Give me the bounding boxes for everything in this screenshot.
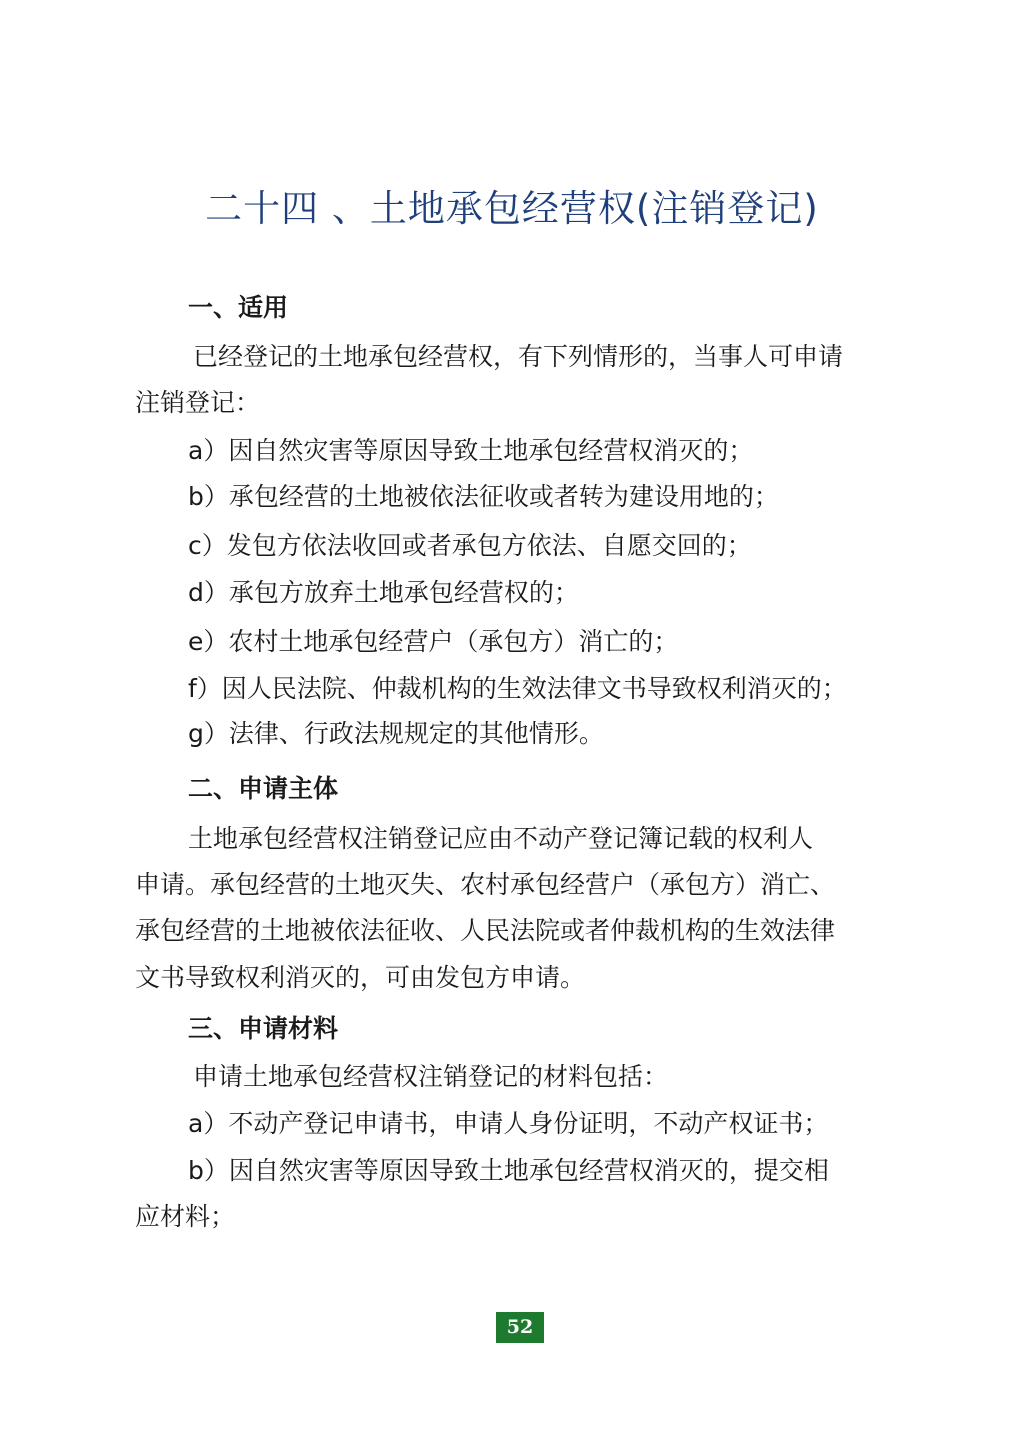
paragraph-line: 土地承包经营权注销登记应由不动产登记簿记载的权利人 <box>188 824 814 853</box>
paragraph-line: 申请。承包经营的土地灭失、农村承包经营户（承包方）消亡、 <box>135 870 836 899</box>
list-item: b）因自然灾害等原因导致土地承包经营权消灭的，提交相 <box>188 1156 829 1185</box>
section-heading-applicant: 二、申请主体 <box>188 774 339 803</box>
paragraph-line: 已经登记的土地承包经营权，有下列情形的，当事人可申请 <box>193 342 844 371</box>
list-item: a）不动产登记申请书，申请人身份证明，不动产权证书； <box>188 1109 829 1138</box>
list-item: g）法律、行政法规规定的其他情形。 <box>188 719 604 748</box>
list-item: f）因人民法院、仲裁机构的生效法律文书导致权利消灭的； <box>188 674 847 703</box>
page-number-badge: 52 <box>496 1312 544 1343</box>
section-heading-applicability: 一、适用 <box>188 293 289 322</box>
page-title: 二十四 、土地承包经营权(注销登记) <box>205 187 819 230</box>
paragraph-line: 注销登记： <box>135 388 261 417</box>
list-item: a）因自然灾害等原因导致土地承包经营权消灭的； <box>188 436 754 465</box>
section-heading-materials: 三、申请材料 <box>188 1014 339 1043</box>
list-item: c）发包方依法收回或者承包方依法、自愿交回的； <box>188 531 752 560</box>
paragraph-line: 申请土地承包经营权注销登记的材料包括： <box>193 1062 669 1091</box>
paragraph-line: 承包经营的土地被依法征收、人民法院或者仲裁机构的生效法律 <box>135 916 836 945</box>
list-item: b）承包经营的土地被依法征收或者转为建设用地的； <box>188 482 779 511</box>
paragraph-line: 应材料； <box>135 1202 236 1231</box>
list-item: d）承包方放弃土地承包经营权的； <box>188 578 579 607</box>
list-item: e）农村土地承包经营户（承包方）消亡的； <box>188 627 679 656</box>
paragraph-line: 文书导致权利消灭的，可由发包方申请。 <box>135 963 586 992</box>
